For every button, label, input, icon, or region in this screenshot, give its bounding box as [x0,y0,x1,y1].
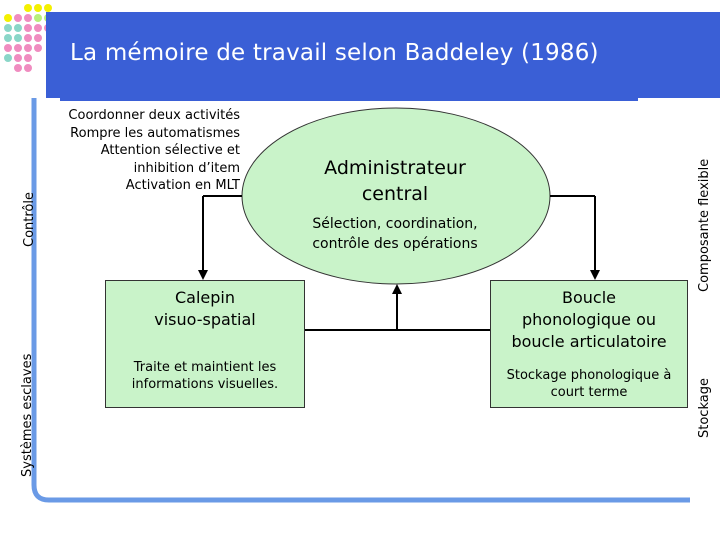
control-function-item: inhibition d’item [133,160,240,176]
sketchpad-title-line: visuo-spatial [154,310,256,329]
storage-side-label: Stockage [697,378,712,438]
central-executive-desc-line: Sélection, coordination, [312,216,478,232]
loop-title-line: phonologique ou [521,310,656,329]
control-function-item: Attention sélective et [100,143,240,158]
central-executive-title-line: Administrateur [324,157,466,179]
central-executive-desc-line: contrôle des opérations [312,236,478,252]
control-side-label: Contrôle [22,192,37,247]
sketchpad-desc-line: Traite et maintient les [133,360,277,375]
control-function-item: Rompre les automatismes [70,125,240,141]
slave-systems-side-label: Systèmes esclaves [20,353,35,477]
loop-desc-line: court terme [550,385,628,400]
central-executive-title [290,155,500,207]
flexible-component-side-label: Composante flexible [697,158,712,292]
loop-title-line: Boucle [562,288,616,307]
phonological-loop-box [490,280,688,408]
page-title: La mémoire de travail selon Baddeley (1986) [70,40,599,66]
loop-desc-line: Stockage phonologique à [506,368,672,383]
control-function-item: Activation en MLT [125,178,240,193]
control-functions-list [40,107,240,195]
control-function-item: Coordonner deux activités [68,108,240,123]
loop-title-line: boucle articulatoire [511,332,667,351]
central-executive-title-line: central [361,183,429,205]
sketchpad-title-line: Calepin [174,288,235,307]
sketchpad-desc-line: informations visuelles. [131,377,279,392]
sketchpad-box [105,280,305,408]
central-executive-description [282,214,508,254]
